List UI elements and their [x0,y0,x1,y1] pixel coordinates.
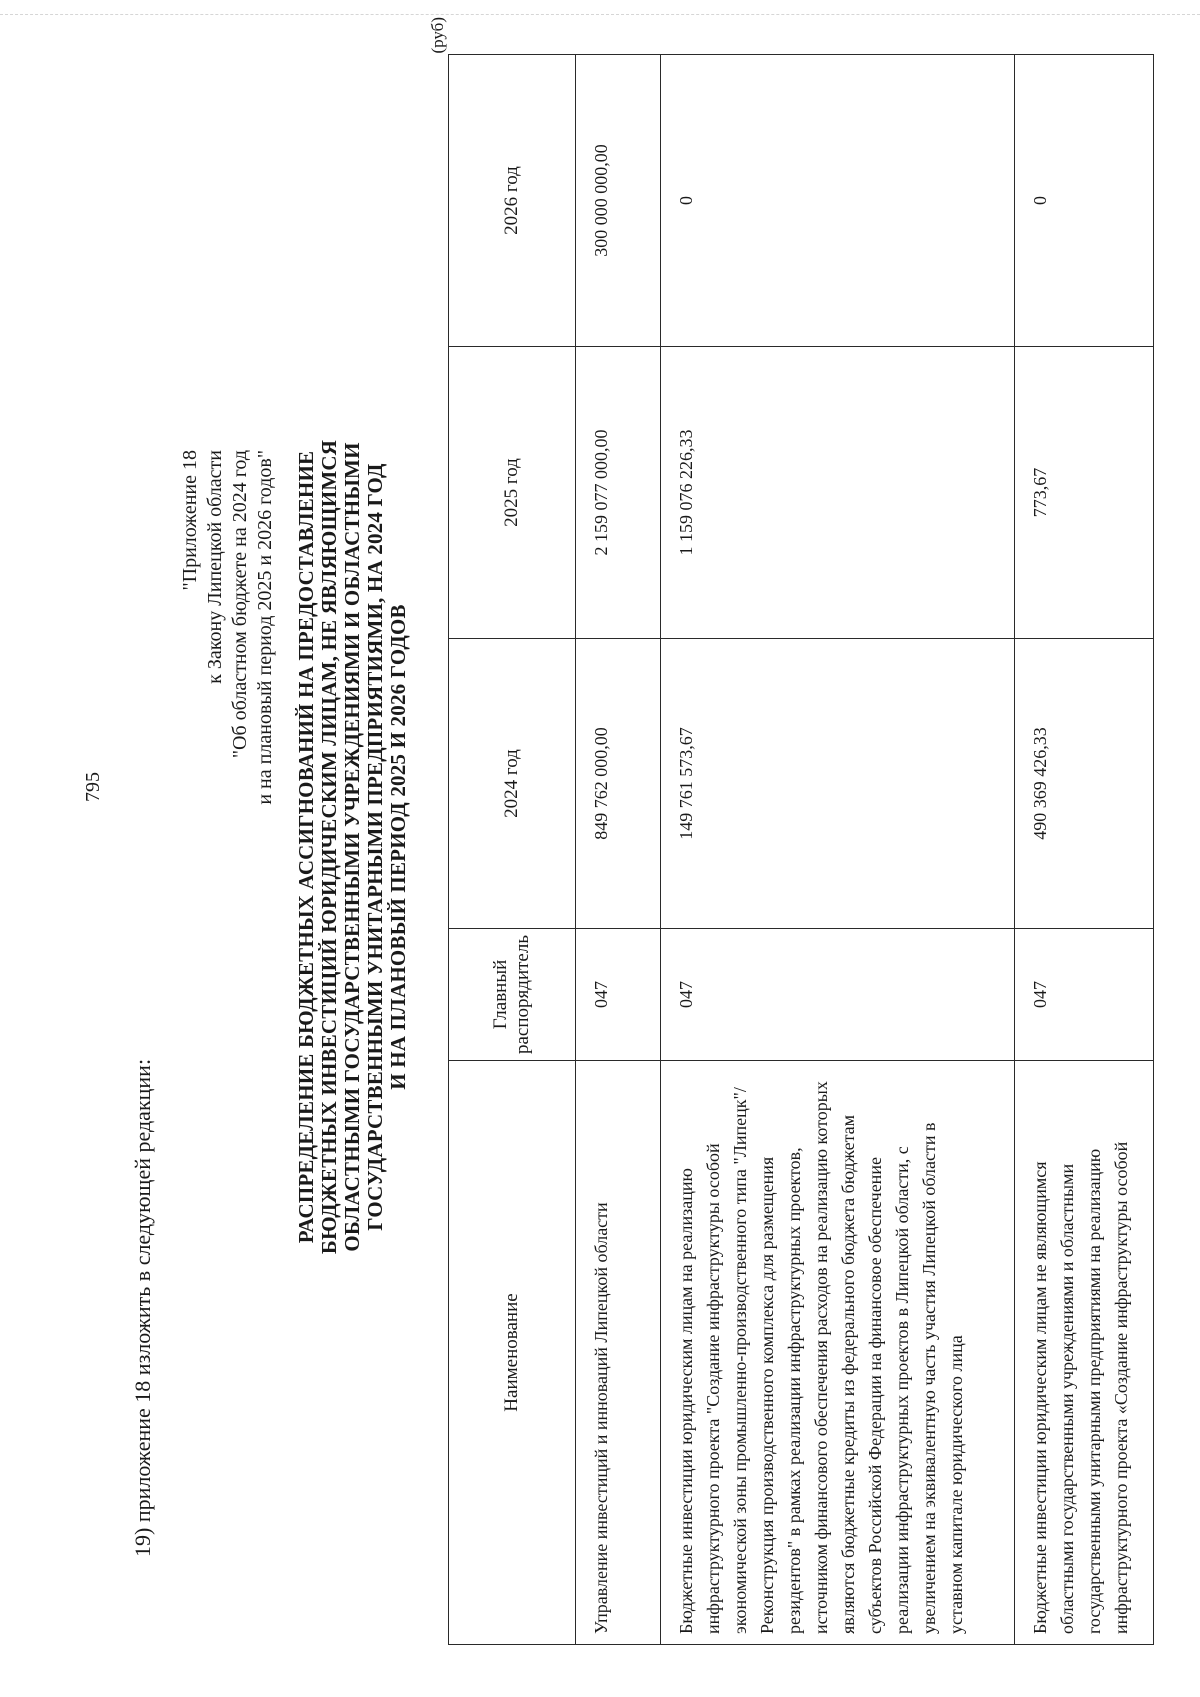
row-2024: 149 761 573,67 [661,639,1015,929]
row-name: Управление инвестиций и инноваций Липецкой области [576,1061,661,1645]
appendix-line: к Закону Липецкой области [204,450,226,684]
appendix-header [178,450,278,1100]
table-header-row [449,55,576,1645]
table-row [1015,55,1154,1645]
title-line: ОБЛАСТНЫМИ ГОСУДАРСТВЕННЫМИ УЧРЕЖДЕНИЯМИ И ОБЛАСТНЫМИ [340,442,364,1252]
row-2025: 2 159 077 000,00 [576,347,661,639]
currency-unit: (руб) [428,17,447,54]
header-manager: Главный распорядитель [449,929,576,1061]
document-title [295,417,410,1277]
row-2026: 0 [1015,55,1154,347]
header-name: Наименование [449,1061,576,1645]
title-line: И НА ПЛАНОВЫЙ ПЕРИОД 2025 И 2026 ГОДОВ [386,604,410,1090]
table-row [576,55,661,1645]
row-2026: 0 [661,55,1015,347]
page-number: 795 [82,772,104,802]
row-name: Бюджетные инвестиции юридическим лицам на реализацию инфраструктурного проекта "Создание инфраструктуры особой экономической зоны промышленно-производственного типа "Липецк"/Реконструкция производственного комплекса для размещения резидентов" в рамках реализации инфраструктурных проектов, источником финансового обеспечения расходов на реализацию которых являются бюджетные кредиты из федерального бюджета бюджетам субъектов Российской Федерации на финансовое обеспечение реализации инфраструктурных проектов в Липецкой области, с увеличением на эквивалентную часть участия Липецкой области в уставном капитале юридического лица [661,1061,1015,1645]
header-2026: 2026 год [449,55,576,347]
row-manager-code: 047 [576,929,661,1061]
row-manager-code: 047 [661,929,1015,1061]
row-2024: 849 762 000,00 [576,639,661,929]
row-name: Бюджетные инвестиции юридическим лицам не являющимся областными государственными учреждениями и областными государственными унитарными предприятиями на реализацию инфраструктурного проекта «Создание инфраструктуры особой [1015,1061,1154,1645]
row-2025: 1 159 076 226,33 [661,347,1015,639]
header-2024: 2024 год [449,639,576,929]
title-line: БЮДЖЕТНЫХ ИНВЕСТИЦИЙ ЮРИДИЧЕСКИМ ЛИЦАМ, НЕ ЯВЛЯЮЩИМСЯ [317,439,341,1255]
row-manager-code: 047 [1015,929,1154,1061]
table-row [661,55,1015,1645]
appendix-line: "Об областном бюджете на 2024 год [229,450,251,759]
appendix-line: "Приложение 18 [179,450,201,591]
title-line: РАСПРЕДЕЛЕНИЕ БЮДЖЕТНЫХ АССИГНОВАНИЙ НА ПРЕДОСТАВЛЕНИЕ [294,450,318,1244]
row-2026: 300 000 000,00 [576,55,661,347]
budget-table [448,54,1154,1645]
title-line: ГОСУДАРСТВЕННЫМИ УНИТАРНЫМИ ПРЕДПРИЯТИЯМИ, НА 2024 ГОД [363,463,387,1231]
row-2025: 773,67 [1015,347,1154,639]
row-2024: 490 369 426,33 [1015,639,1154,929]
header-2025: 2025 год [449,347,576,639]
appendix-line: и на плановый период 2025 и 2026 годов" [254,450,276,805]
intro-text: 19) приложение 18 изложить в следующей редакции: [130,1058,155,1557]
